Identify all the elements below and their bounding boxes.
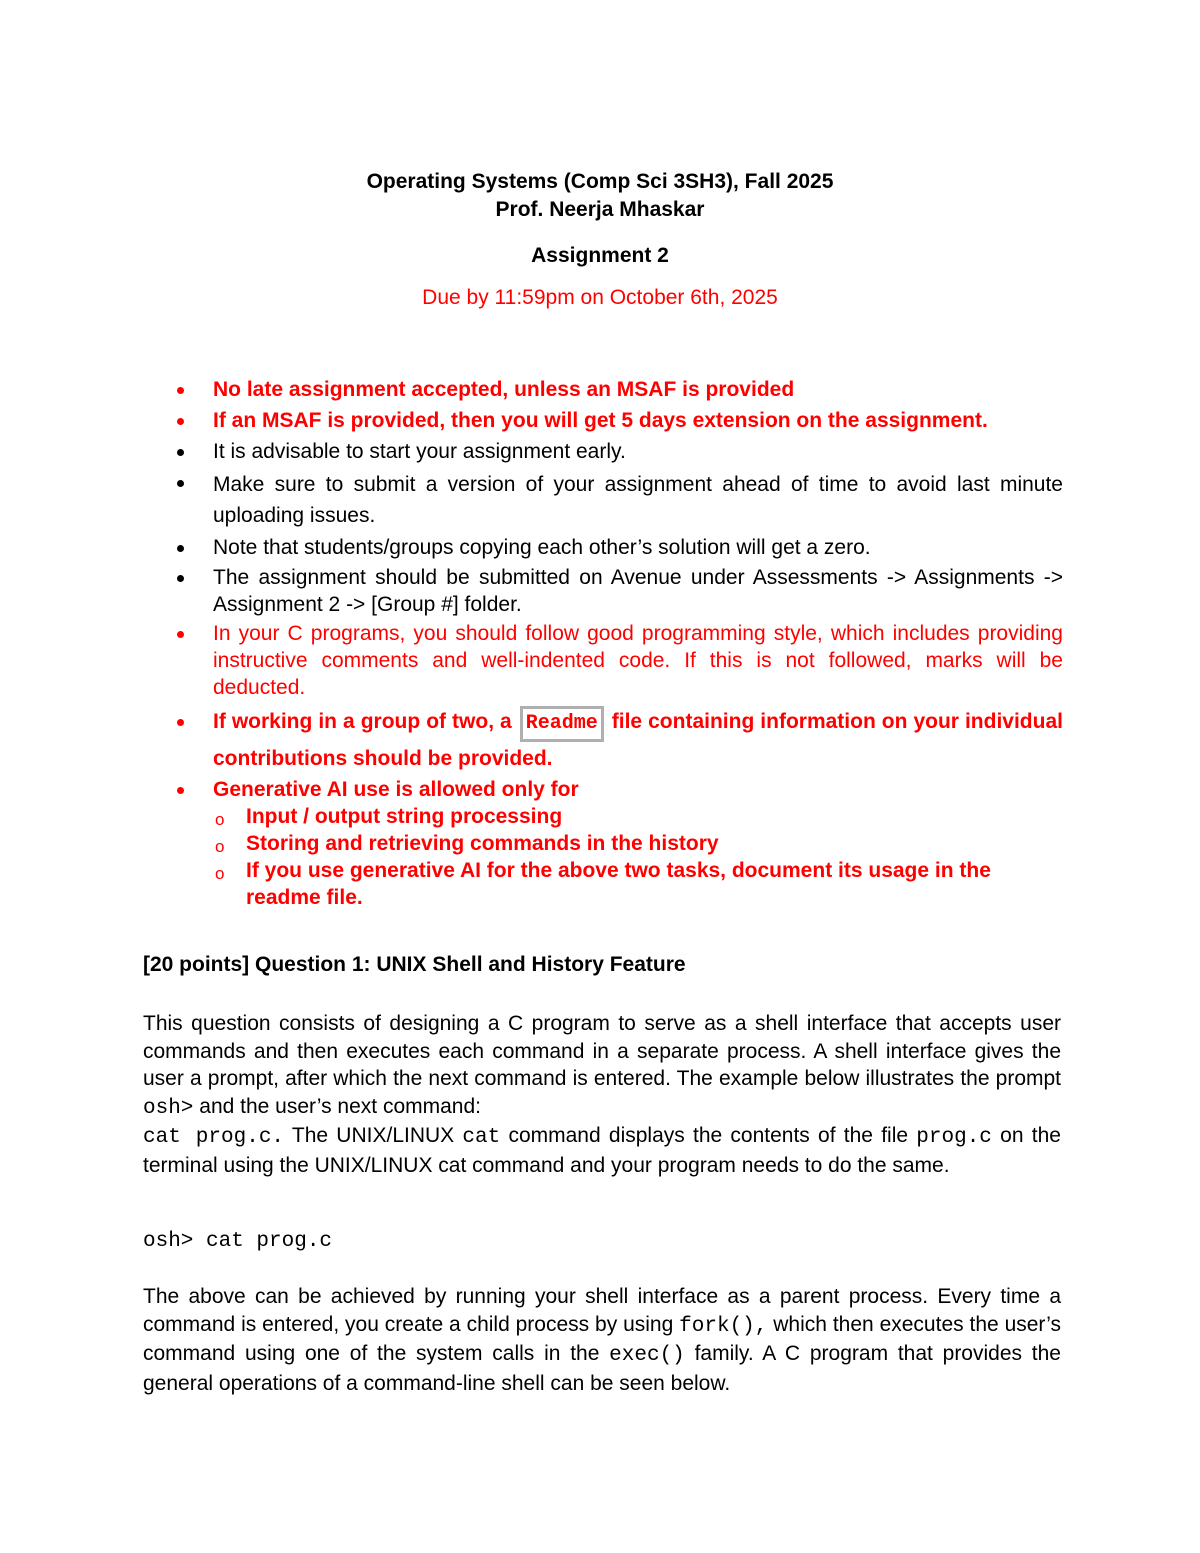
bullet-icon — [177, 631, 184, 638]
list-item-text: file containing information on your individual contributions should be provided. — [213, 710, 1063, 770]
list-item — [175, 776, 1063, 803]
paragraph-text: command displays the contents of the file — [508, 1124, 909, 1147]
bullet-icon — [177, 545, 184, 552]
bullet-icon — [177, 719, 184, 726]
instructions-list — [175, 376, 1063, 911]
paragraph-text: and the user’s next command: — [199, 1094, 481, 1118]
paragraph-text: The UNIX/LINUX — [291, 1124, 455, 1147]
question-paragraph — [143, 1010, 1061, 1179]
circle-bullet-icon: o — [215, 864, 225, 883]
list-item — [175, 564, 1063, 618]
list-item-text: Make sure to submit a version of your assignment ahead of time to avoid last minute uploading issues. — [213, 473, 1063, 527]
bullet-icon — [177, 480, 184, 487]
code-fork: fork(), — [679, 1314, 768, 1338]
list-item — [175, 534, 1063, 561]
list-item — [175, 376, 1063, 403]
code-exec: exec() — [609, 1344, 685, 1367]
paragraph-text: which then executes the user’s command using one of the system calls in the — [143, 1312, 1061, 1365]
bullet-icon — [177, 387, 184, 394]
circle-bullet-icon: o — [215, 837, 225, 856]
bullet-icon — [177, 418, 184, 425]
list-item-text: If an MSAF is provided, then you will get 5 days extension on the assignment. — [213, 409, 988, 432]
professor-name: Prof. Neerja Mhaskar — [495, 198, 705, 221]
paragraph-text: on the terminal using the UNIX/LINUX cat command and your program needs to do the same. — [143, 1124, 1061, 1177]
code-command: cat prog.c. — [143, 1126, 285, 1149]
course-title: Operating Systems (Comp Sci 3SH3), Fall 2025 — [366, 170, 834, 193]
list-item — [175, 438, 1063, 465]
list-item-text: Note that students/groups copying each other’s solution will get a zero. — [213, 536, 871, 559]
list-item-text: No late assignment accepted, unless an MSAF is provided — [213, 378, 795, 401]
code-prompt: osh> — [143, 1096, 194, 1120]
code-cat: cat — [462, 1126, 501, 1149]
code-filename: prog.c — [916, 1126, 992, 1149]
paragraph-text: This question consists of designing a C program to serve as a shell interface that accepts user commands and then executes each command in a separate process. A shell interface gives the user a prompt, after which the next command is entered. The example below illustrates the prompt — [143, 1012, 1061, 1090]
assignment-title: Assignment 2 — [531, 244, 669, 267]
list-item — [175, 469, 1063, 531]
question-heading: [20 points] Question 1: UNIX Shell and History Feature — [143, 953, 686, 976]
list-item — [175, 620, 1063, 701]
bullet-icon — [177, 449, 184, 456]
list-item-text: It is advisable to start your assignment early. — [213, 440, 626, 463]
sub-list-item-text: Input / output string processing — [246, 805, 563, 828]
list-item-text: The assignment should be submitted on Avenue under Assessments -> Assignments -> Assignment 2 -> [Group #] folder. — [213, 566, 1063, 616]
sub-list-item — [137, 803, 1063, 830]
list-item-text: In your C programs, you should follow good programming style, which includes providing instructive comments and well-indented code. If this is not followed, marks will be deducted. — [213, 622, 1063, 699]
circle-bullet-icon: o — [215, 810, 225, 829]
list-item — [175, 705, 1063, 776]
list-item-text: Generative AI use is allowed only for — [213, 778, 579, 801]
bullet-icon — [177, 575, 184, 582]
question-paragraph — [143, 1283, 1061, 1397]
paragraph-text: family. A C program that provides the general operations of a command-line shell can be seen below. — [143, 1342, 1061, 1395]
list-item-text: If working in a group of two, a — [213, 710, 512, 733]
sub-list-item-text: Storing and retrieving commands in the history — [246, 832, 719, 855]
sub-list-item — [137, 857, 1063, 911]
example-command: osh> cat prog.c — [143, 1230, 333, 1253]
bullet-icon — [177, 787, 184, 794]
due-date: Due by 11:59pm on October 6th, 2025 — [422, 286, 778, 309]
sub-list-item-text: If you use generative AI for the above two tasks, document its usage in the readme file. — [246, 859, 991, 909]
readme-code-label: Readme — [520, 706, 604, 742]
sub-list-item — [137, 830, 1063, 857]
paragraph-text: The above can be achieved by running your shell interface as a parent process. Every time a command is entered, you create a child process by using — [143, 1285, 1061, 1336]
list-item — [175, 407, 1063, 434]
